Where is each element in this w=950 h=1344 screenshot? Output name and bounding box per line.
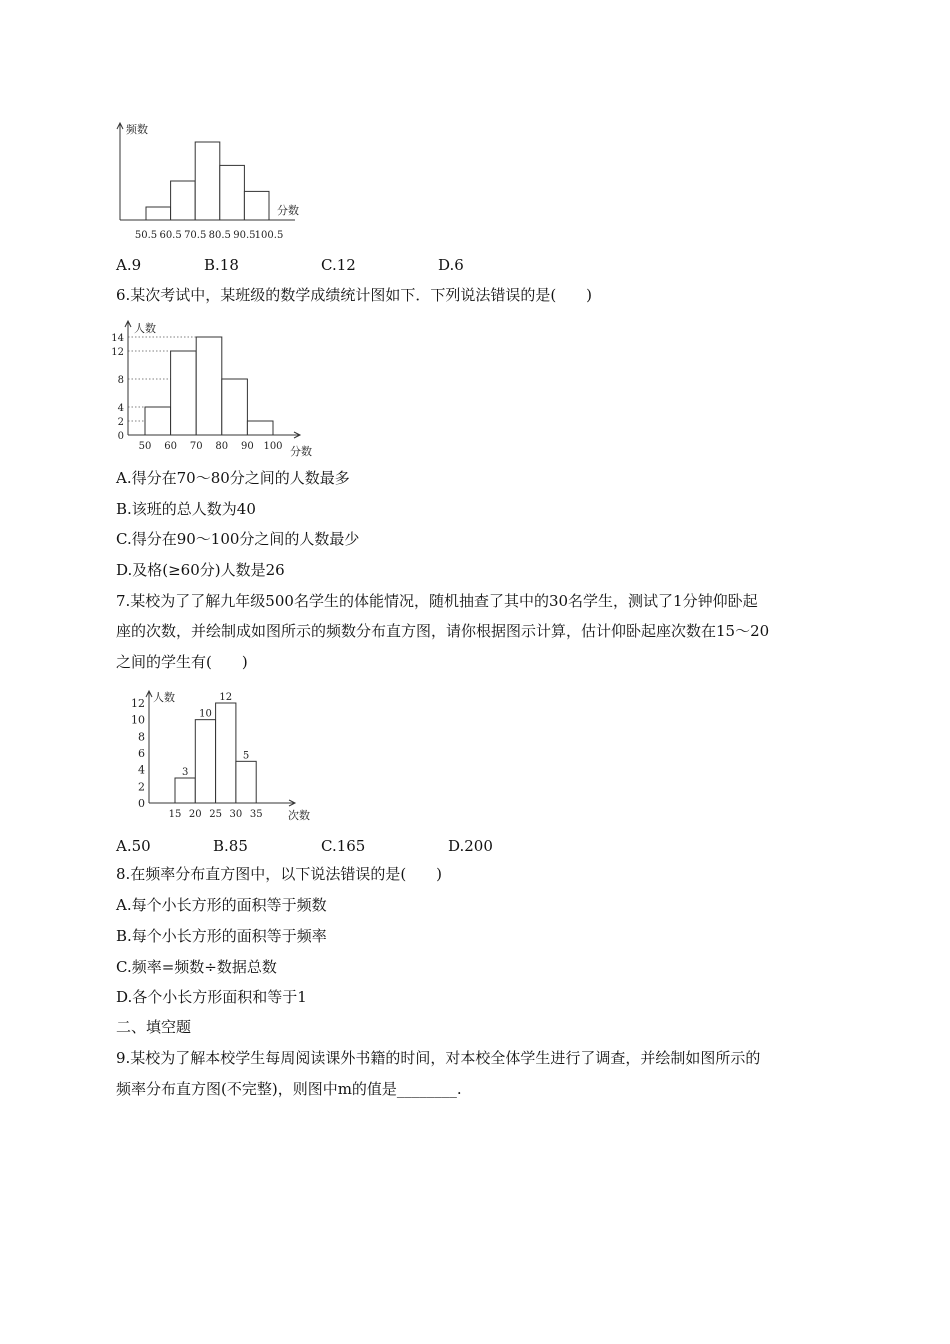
- x-tick-label: 80.5: [208, 230, 231, 241]
- bar-value-label: 10: [199, 708, 212, 720]
- x-tick-label: 60: [164, 441, 177, 452]
- q8-option-b: B.每个小长方形的面积等于频率: [116, 927, 327, 945]
- q5-option-a: A.9: [116, 256, 142, 274]
- y-tick-label: 0: [117, 431, 124, 442]
- x-tick-label: 70: [189, 441, 203, 452]
- q5-option-c: C.12: [321, 256, 356, 274]
- x-tick-label: 100: [263, 441, 283, 452]
- q7-option-a: A.50: [116, 837, 151, 855]
- q7-stem-line-1: 7.某校为了了解九年级500名学生的体能情况，随机抽查了其中的30名学生，测试了1分钟仰卧起: [116, 592, 758, 610]
- q6-option-c: C.得分在90～100分之间的人数最少: [116, 530, 360, 548]
- x-tick-label: 50: [138, 441, 152, 452]
- x-tick-label: 60.5: [159, 230, 182, 241]
- x-axis-label: 分数: [277, 204, 299, 217]
- x-axis-label: 次数: [288, 809, 310, 822]
- bar-value-label: 5: [242, 750, 250, 762]
- y-tick-label: 2: [138, 780, 145, 794]
- x-tick-label: 90.5: [233, 230, 256, 241]
- x-tick-label: 70.5: [184, 230, 207, 241]
- histogram-bar: [195, 720, 215, 803]
- x-tick-label: 20: [188, 809, 202, 820]
- histogram-bar: [196, 337, 222, 435]
- histogram-bar: [171, 351, 197, 435]
- q8-option-d: D.各个小长方形面积和等于1: [116, 988, 307, 1006]
- q7-stem-line-2: 座的次数，并绘制成如图所示的频数分布直方图，请你根据图示计算，估计仰卧起座次数在15～20: [116, 622, 770, 640]
- section-title: 二、填空题: [116, 1018, 192, 1036]
- x-tick-label: 25: [209, 809, 222, 820]
- histogram-bar: [236, 761, 256, 803]
- x-tick-label: 100.5: [254, 230, 284, 241]
- q8-option-a: A.每个小长方形的面积等于频数: [116, 896, 327, 914]
- histogram-bar: [145, 407, 171, 435]
- y-tick-label: 4: [117, 403, 124, 414]
- y-tick-label: 14: [111, 333, 124, 344]
- q7-option-b: B.85: [213, 837, 248, 855]
- x-tick-label: 90: [241, 441, 254, 452]
- q6-option-b: B.该班的总人数为40: [116, 500, 256, 518]
- y-axis-label: 人数: [134, 322, 156, 335]
- x-tick-label: 50.5: [134, 230, 158, 241]
- q6-option-a: A.得分在70～80分之间的人数最多: [116, 469, 350, 487]
- q6-option-d: D.及格(≥60分)人数是26: [116, 561, 285, 579]
- q6-histogram: [110, 315, 320, 460]
- histogram-bar: [222, 379, 248, 435]
- histogram-bar: [146, 207, 171, 220]
- y-tick-label: 12: [111, 347, 124, 358]
- histogram-bar: [220, 165, 245, 220]
- x-tick-label: 35: [249, 809, 263, 820]
- y-tick-label: 12: [131, 697, 145, 710]
- histogram-bar: [195, 142, 220, 220]
- q9-stem-line-1: 9.某校为了解本校学生每周阅读课外书籍的时间，对本校全体学生进行了调查，并绘制如图所示的: [116, 1049, 761, 1067]
- y-tick-label: 2: [117, 417, 124, 428]
- q7-histogram: [110, 685, 320, 825]
- bar-value-label: 12: [219, 692, 233, 703]
- q7-stem-line-3: 之间的学生有( ): [116, 653, 248, 671]
- q5-option-d: D.6: [438, 256, 464, 274]
- y-tick-label: 10: [131, 713, 145, 727]
- x-axis-label: 分数: [290, 445, 312, 458]
- y-axis-label: 频数: [126, 123, 148, 136]
- y-tick-label: 6: [138, 747, 145, 760]
- y-tick-label: 0: [138, 797, 145, 810]
- q7-option-c: C.165: [321, 837, 366, 855]
- histogram-bar: [216, 703, 236, 803]
- q8-stem: 8.在频率分布直方图中，以下说法错误的是( ): [116, 865, 443, 883]
- histogram-bar: [244, 191, 269, 220]
- q8-option-c: C.频率=频数÷数据总数: [116, 958, 277, 976]
- y-tick-label: 8: [138, 730, 145, 744]
- x-tick-label: 80: [215, 441, 229, 452]
- histogram-bar: [247, 421, 273, 435]
- histogram-bar: [175, 778, 195, 803]
- q5-histogram: [110, 115, 310, 245]
- histogram-bar: [171, 181, 196, 220]
- q7-option-d: D.200: [448, 837, 493, 855]
- y-tick-label: 4: [138, 763, 145, 777]
- x-tick-label: 30: [229, 809, 243, 820]
- q5-option-b: B.18: [204, 256, 239, 274]
- y-axis-label: 人数: [153, 691, 175, 704]
- q6-stem: 6.某次考试中，某班级的数学成绩统计图如下．下列说法错误的是( ): [116, 286, 593, 304]
- y-tick-label: 8: [117, 375, 124, 386]
- bar-value-label: 3: [181, 767, 189, 778]
- q9-stem-line-2: 频率分布直方图(不完整)，则图中m的值是________.: [116, 1080, 462, 1098]
- x-tick-label: 15: [168, 809, 182, 820]
